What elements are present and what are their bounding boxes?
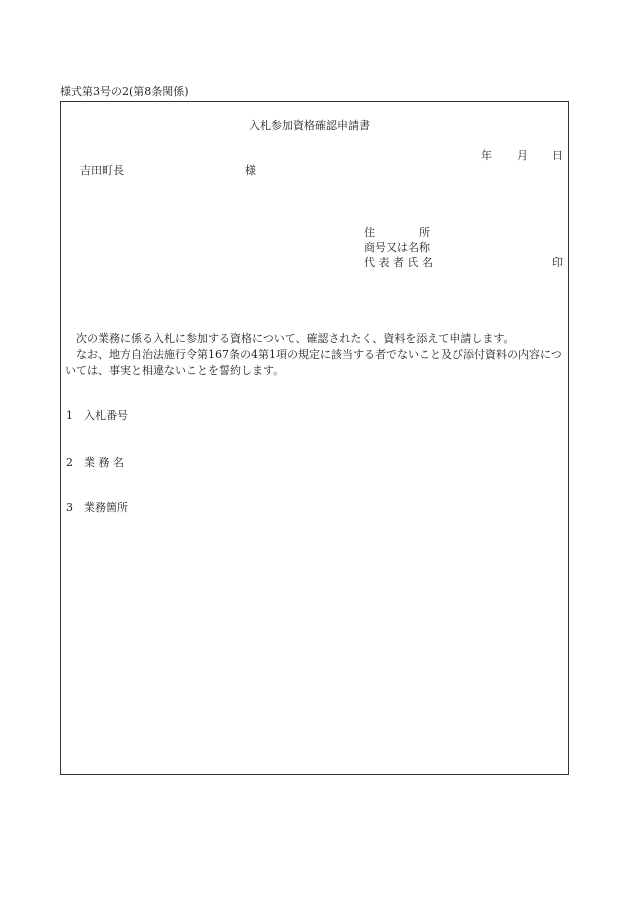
item-label-work-location: 業務箇所 (84, 501, 128, 514)
addressee-honorific: 様 (245, 164, 256, 177)
body-paragraph-request: 次の業務に係る入札に参加する資格について、確認されたく、資料を添えて申請します。 (65, 332, 515, 345)
address-label: 住 所 (364, 226, 430, 239)
application-form-frame (60, 101, 569, 775)
item-number: 2 (66, 456, 73, 469)
body-paragraph-pledge: なお、地方自治法施行令第167条の4第1項の規定に該当する者でないこと及び添付資料の内容については、事実と相違ないことを誓約します。 (65, 348, 562, 377)
item-number: 3 (66, 501, 73, 514)
item-label-bid-number: 入札番号 (84, 409, 128, 422)
item-number: 1 (66, 409, 73, 422)
addressee-name: 吉田町長 (80, 164, 124, 177)
date-month-label: 月 (517, 149, 528, 162)
form-code: 様式第3号の2(第8条関係) (60, 85, 189, 98)
seal-mark: 印 (552, 256, 563, 269)
representative-name-label: 代 表 者 氏 名 (364, 256, 433, 269)
form-title: 入札参加資格確認申請書 (249, 119, 370, 132)
item-label-work-name: 業 務 名 (84, 456, 124, 469)
date-day-label: 日 (552, 149, 563, 162)
date-year-label: 年 (481, 149, 492, 162)
company-name-label: 商号又は名称 (364, 241, 430, 254)
